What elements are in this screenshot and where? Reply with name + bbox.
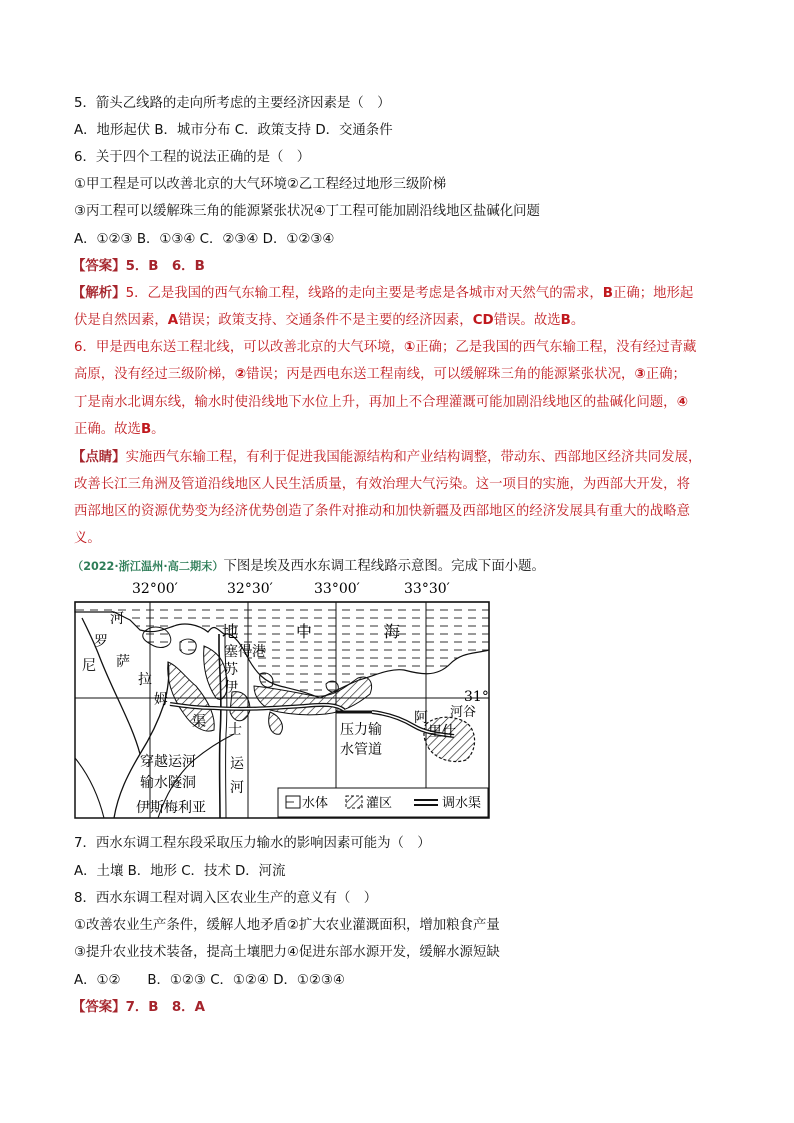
label-pressure-pipe: 水管道 [340,742,382,758]
analysis-key: ① [403,340,416,355]
note-line-3: 西部地区的资源优势变为经济优势创造了条件对推动和加快新疆及西部地区的经济发展具有重大的战略意 [74,504,690,519]
label-al-arish: 里什 [428,724,456,740]
analysis-line-2 [74,311,584,331]
nile-branch [82,618,140,754]
legend-water-swatch [286,796,300,808]
lat-label: 31° [464,689,489,705]
note-text: 实施西气东输工程，有利于促进我国能源结构和产业结构调整，带动东、西部地区经济共同发展， [125,450,702,465]
label-al-arish: 阿 [414,710,428,726]
analysis-text: 正确。故选 [74,422,141,437]
analysis-key: ④ [676,395,688,410]
analysis-text: 丁是南水北调东线，输水时使沿线地下水位上升，再加上不合理灌溉可能加剧沿线地区的盐碱化问题， [74,395,677,410]
q8-statement-1: ①改善农业生产条件，缓解人地矛盾②扩大农业灌溉面积，增加粮食产量 [74,918,500,933]
answer-text: 5．B 6．B [125,259,205,274]
label-nile: 尼 [82,658,96,674]
lake [143,627,171,647]
label-port-said: 塞得港 [224,644,266,660]
label-tunnel: 穿越运河 [140,754,196,770]
label-di: 地 [222,622,239,641]
analysis-text: 错误；政策支持、交通条件不是主要的经济因素， [178,313,473,328]
analysis-text: 正确；地形起 [612,286,694,301]
label-tunnel: 输水隧洞 [140,775,196,791]
analysis-line-3 [74,338,696,358]
q7-options: A．土壤 B．地形 C．技术 D．河流 [74,864,286,879]
label-ismailia: 伊斯梅利亚 [136,800,206,816]
label-nile: 河 [110,611,124,627]
analysis-text: 6．甲是西电东送工程北线，可以改善北京的大气环境， [74,340,404,355]
answer-5-6 [72,257,205,277]
q5-stem: 5．箭头乙线路的走向所考虑的主要经济因素是（ ） [74,96,391,111]
analysis-line-5 [74,393,688,413]
q8-stem: 8．西水东调工程对调入区农业生产的意义有（ ） [74,891,378,906]
analysis-key: A [167,313,179,328]
q6-stem: 6．关于四个工程的说法正确的是（ ） [74,150,311,165]
answer-tag: 【答案】 [72,259,126,274]
q5-options: A．地形起伏 B．城市分布 C．政策支持 D．交通条件 [74,123,393,138]
analysis-key: CD [472,313,494,328]
irrigation-area [269,712,283,734]
nile-branch [75,758,104,818]
label-yun: 运 [230,756,244,772]
label-valley: 河谷 [450,705,477,720]
analysis-line-1 [72,284,693,304]
analysis-key: B [602,286,613,301]
q6-statement-2: ③丙工程可以缓解珠三角的能源紧张状况④丁工程可能加剧沿线地区盐碱化问题 [74,204,540,219]
legend-water-label: 水体 [302,796,329,811]
note-line-4: 义。 [74,531,101,546]
label-pressure-pipe: 压力输 [340,722,382,738]
analysis-text: 。 [570,313,585,328]
label-la: 拉 [138,672,152,688]
source-tag: （2022·浙江温州·高二期末） [72,560,224,573]
label-suez: 苏 [224,662,238,678]
analysis-text: 错误。故选 [493,313,561,328]
label-shi: 士 [228,722,242,738]
label-he: 河 [230,780,244,796]
lon-label-3: 33°00′ [314,581,360,597]
analysis-line-6 [74,420,165,440]
analysis-tag: 【解析】 [72,286,126,301]
analysis-text: 正确； [645,367,686,382]
answer-7-8 [72,998,205,1018]
label-zhong: 中 [296,622,313,641]
label-mu: 姆 [154,692,168,708]
q8-options: A．①② B．①②③ C．①②④ D．①②③④ [74,973,345,988]
answer-tag: 【答案】 [72,1000,126,1015]
analysis-text: 正确；乙是我国的西气东输工程，没有经过青藏 [415,340,697,355]
note-line-2: 改善长江三角洲及管道沿线地区人民生活质量，有效治理大气污染。这一项目的实施，为西部大开发，将 [74,477,690,492]
intro-text: 下图是埃及西水东调工程线路示意图。完成下面小题。 [223,559,545,574]
legend-irrigation-label: 灌区 [366,796,393,811]
analysis-text: 5．乙是我国的西气东输工程，线路的走向主要是考虑是各城市对天然气的需求， [125,286,603,301]
label-nile: 罗 [94,634,108,650]
analysis-text: 高原，没有经过三级阶梯， [74,367,235,382]
analysis-key: B [140,422,152,437]
analysis-text: 错误；丙是西电东送工程南线，可以缓解珠三角的能源紧张状况， [246,367,635,382]
analysis-key: ② [234,367,247,382]
q6-options: A．①②③ B．①③④ C．②③④ D．①②③④ [74,232,335,247]
analysis-key: B [560,313,571,328]
label-sa: 萨 [116,654,130,670]
lon-label-1: 32°00′ [132,581,178,597]
note-line-1 [72,448,701,468]
lake [180,639,196,654]
label-suez: 伊 [224,680,238,696]
analysis-key: ③ [634,367,646,382]
q6-statement-1: ①甲工程是可以改善北京的大气环境②乙工程经过地形三级阶梯 [74,177,447,192]
answer-text: 7．B 8．A [125,1000,205,1015]
label-hai: 海 [384,622,401,641]
legend-irrigation-swatch [346,796,362,808]
lon-label-2: 32°30′ [227,581,273,597]
egypt-water-transfer-map [74,574,494,820]
analysis-line-4 [74,365,686,385]
legend-channel-label: 调水渠 [442,796,482,811]
analysis-text: 。 [151,422,165,437]
q8-statement-2: ③提升农业技术装备，提高土壤肥力④促进东部水源开发，缓解水源短缺 [74,945,500,960]
analysis-text: 伏是自然因素， [74,313,168,328]
lon-label-4: 33°30′ [404,581,450,597]
q7-stem: 7．西水东调工程东段采取压力输水的影响因素可能为（ ） [74,836,431,851]
label-qu: 渠 [192,714,206,730]
note-tag: 【点睛】 [72,450,126,465]
